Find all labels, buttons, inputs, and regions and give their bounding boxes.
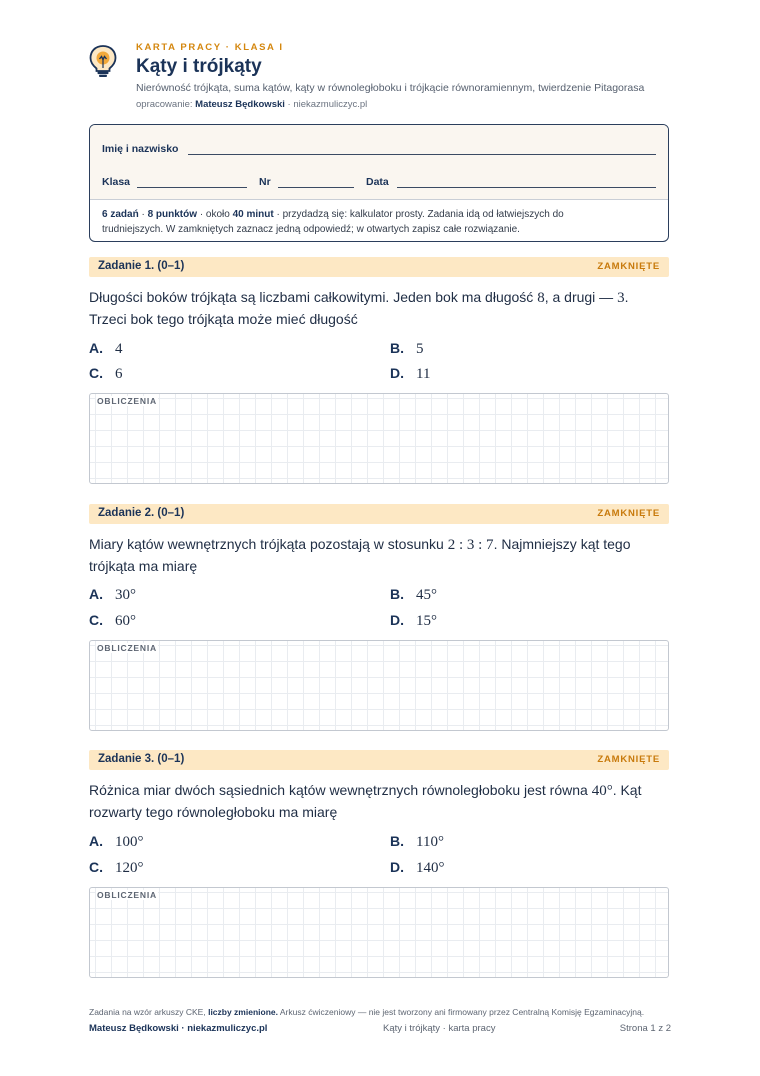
option-letter: D. xyxy=(390,859,404,875)
task-3-text-2: . Kąt xyxy=(612,782,642,798)
disclaimer-text-1: Zadania na wzór arkuszy CKE, xyxy=(89,1007,206,1017)
option-value: 11 xyxy=(416,366,431,382)
about-text: · około xyxy=(199,209,230,220)
task-3-math-1: 40° xyxy=(591,783,613,799)
option-letter: C. xyxy=(89,612,103,628)
instructions-line-1: 6 zadań · 8 punktów · około 40 minut · przydadzą się: kalkulator prosty. Zadania idą od łatwiejszych do xyxy=(102,209,564,220)
option-value: 140° xyxy=(416,860,445,876)
instructions-line-2: trudniejszych. W zamkniętych zaznacz jedną odpowiedź; w otwartych zapisz całe rozwiązanie. xyxy=(102,224,520,235)
option-value: 60° xyxy=(115,613,136,629)
option-letter: C. xyxy=(89,859,103,875)
disclaimer-text-2: Arkusz ćwiczeniowy — nie jest tworzony ani firmowany przez Centralną Komisję Egzaminacyjną. xyxy=(279,1007,645,1017)
footer-document-title: Kąty i trójkąty · karta pracy xyxy=(383,1023,496,1034)
footer-page-number: Strona 1 z 2 xyxy=(619,1023,671,1034)
footer-disclaimer xyxy=(89,1007,644,1017)
option-value: 15° xyxy=(416,613,437,629)
task-2-title: Zadanie 2. (0–1) xyxy=(98,507,185,519)
option-value: 110° xyxy=(416,834,444,850)
option-letter: C. xyxy=(89,365,103,381)
task-1-text-2: , a drugi — xyxy=(544,289,618,305)
tasks-count: 6 zadań xyxy=(102,209,139,220)
task-1-text: Długości boków trójkąta są liczbami całkowitymi. Jeden bok ma długość xyxy=(89,289,538,305)
time-limit: 40 minut xyxy=(232,209,274,220)
option-letter: B. xyxy=(390,833,404,849)
option-value: 4 xyxy=(115,341,123,357)
option-value: 120° xyxy=(115,860,144,876)
page-title: Kąty i trójkąty xyxy=(136,56,262,77)
task-1-math-2: 3 xyxy=(617,290,625,306)
task-1-option-d[interactable] xyxy=(390,365,430,383)
option-value: 100° xyxy=(115,834,144,850)
option-letter: B. xyxy=(390,586,404,602)
option-letter: A. xyxy=(89,586,103,602)
task-2-type-badge: ZAMKNIĘTE xyxy=(597,508,660,519)
task-2-text-3: trójkąta ma miarę xyxy=(89,558,198,574)
page-subtitle: Nierówność trójkąta, suma kątów, kąty w równoległoboku i trójkącie równoramiennym, twierdzenie Pitagorasa xyxy=(136,82,645,94)
nr-field[interactable] xyxy=(278,187,354,188)
author-suffix: · niekazmuliczyc.pl xyxy=(287,99,368,110)
student-info-box xyxy=(89,124,669,242)
task-3-option-d[interactable] xyxy=(390,859,445,877)
task-1-header xyxy=(89,257,669,277)
task-3-text: Różnica miar dwóch sąsiednich kątów wewnętrznych równoległoboku jest równa xyxy=(89,782,592,798)
task-1-math-1: 8 xyxy=(537,290,545,306)
worksheet-instructions xyxy=(90,200,668,237)
points-total: 8 punktów xyxy=(147,209,198,220)
task-1-question xyxy=(89,287,679,330)
task-3-text-3: rozwarty tego równoległoboku ma miarę xyxy=(89,804,338,820)
option-letter: D. xyxy=(390,612,404,628)
task-2-header xyxy=(89,504,669,524)
task-1-option-a[interactable] xyxy=(89,340,123,358)
nr-label: Nr xyxy=(259,176,271,188)
task-3-header xyxy=(89,750,669,770)
task-2-calculation-area[interactable] xyxy=(89,640,669,731)
name-label: Imię i nazwisko xyxy=(102,143,179,155)
task-3-question xyxy=(89,780,679,823)
task-1-option-b[interactable] xyxy=(390,340,424,358)
task-3-option-a[interactable] xyxy=(89,833,144,851)
task-2-math-1: 2 : 3 : 7 xyxy=(447,537,494,553)
task-3-option-c[interactable] xyxy=(89,859,144,877)
student-fields xyxy=(90,125,668,200)
task-1-title: Zadanie 1. (0–1) xyxy=(98,260,185,272)
option-value: 45° xyxy=(416,587,437,603)
task-2-option-d[interactable] xyxy=(390,612,437,630)
task-3-calculation-area[interactable] xyxy=(89,887,669,978)
calculation-label: OBLICZENIA xyxy=(97,643,157,653)
name-field[interactable] xyxy=(188,154,656,155)
option-value: 5 xyxy=(416,341,424,357)
author-line xyxy=(136,99,644,110)
option-letter: B. xyxy=(390,340,404,356)
option-letter: D. xyxy=(390,365,404,381)
task-1-text-3: . xyxy=(624,289,629,305)
task-2-question xyxy=(89,534,679,577)
option-letter: A. xyxy=(89,833,103,849)
date-label: Data xyxy=(366,176,389,188)
worksheet-eyebrow: KARTA PRACY · KLASA I xyxy=(136,42,284,53)
calculation-label: OBLICZENIA xyxy=(97,396,157,406)
task-1-calculation-area[interactable] xyxy=(89,393,669,484)
task-3-title: Zadanie 3. (0–1) xyxy=(98,753,185,765)
class-field[interactable] xyxy=(137,187,247,188)
date-field[interactable] xyxy=(397,187,656,188)
calculation-label: OBLICZENIA xyxy=(97,890,157,900)
option-value: 6 xyxy=(115,366,123,382)
disclaimer-emphasis: liczby zmienione. xyxy=(208,1007,278,1017)
task-2-option-b[interactable] xyxy=(390,586,437,604)
task-1-option-c[interactable] xyxy=(89,365,123,383)
lightbulb-logo-icon xyxy=(88,44,118,78)
tools-text: · przydadzą się: kalkulator prosty. Zadania idą od łatwiejszych do xyxy=(276,209,564,220)
task-3-type-badge: ZAMKNIĘTE xyxy=(597,754,660,765)
author-prefix: opracowanie: xyxy=(136,99,193,110)
class-label: Klasa xyxy=(102,176,131,188)
task-2-text-2: . Najmniejszy kąt tego xyxy=(493,536,631,552)
author-name: Mateusz Będkowski xyxy=(195,99,285,110)
option-letter: A. xyxy=(89,340,103,356)
task-1-type-badge: ZAMKNIĘTE xyxy=(597,261,660,272)
task-3-option-b[interactable] xyxy=(390,833,444,851)
task-2-option-a[interactable] xyxy=(89,586,136,604)
task-2-option-c[interactable] xyxy=(89,612,136,630)
task-2-text: Miary kątów wewnętrznych trójkąta pozostają w stosunku xyxy=(89,536,448,552)
option-value: 30° xyxy=(115,587,136,603)
task-1-text-4: Trzeci bok tego trójkąta może mieć długość xyxy=(89,311,358,327)
footer-author: Mateusz Będkowski · niekazmuliczyc.pl xyxy=(89,1023,268,1034)
